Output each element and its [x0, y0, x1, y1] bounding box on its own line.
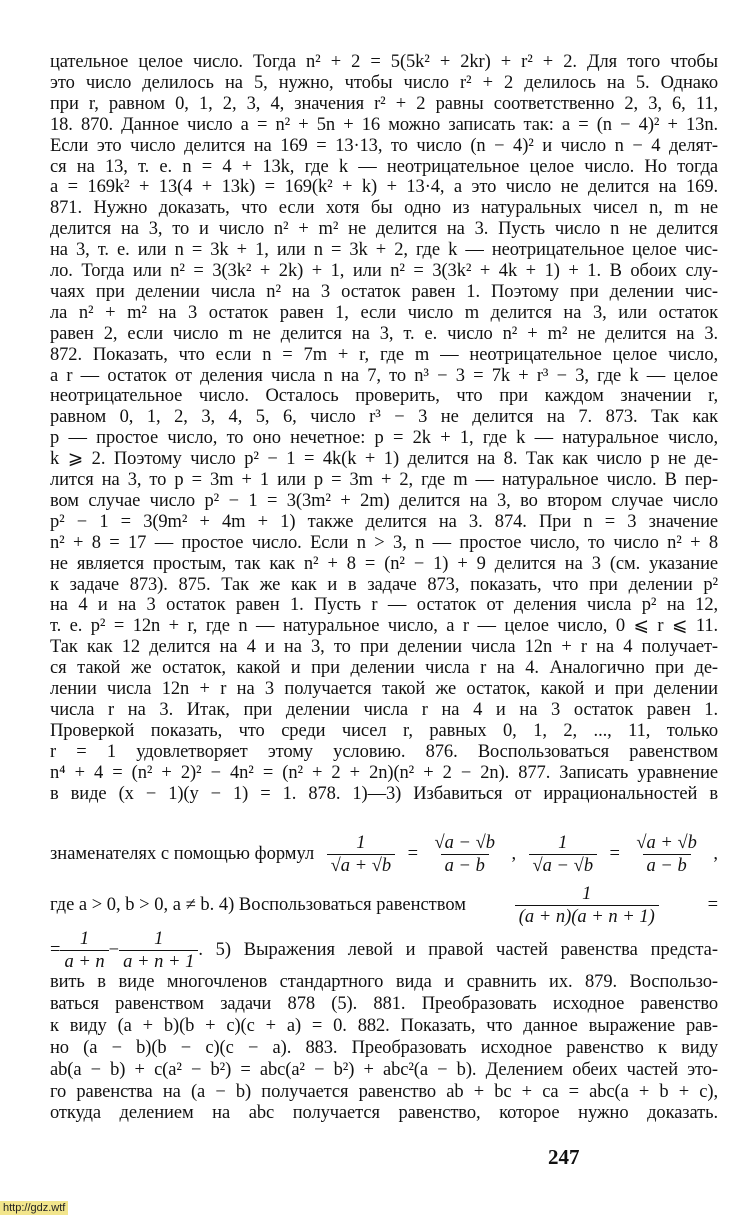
formula-line-2 [50, 883, 718, 928]
denominator: a − b [441, 854, 489, 877]
fraction [529, 832, 598, 877]
text-line: k ⩾ 2. Поэтому число p² − 1 = 4k(k + 1) делится на 8. Так как число p не де- [50, 449, 718, 470]
text-line: откуда делением на abc получается равенство, которое нужно доказать. [50, 1103, 718, 1124]
text-line: это число делилось на 5, нужно, чтобы число r² + 2 делилось на 5. Однако [50, 72, 718, 93]
text-line: го равенства на (a − b) получается равенство ab + bc + ca = abc(a + b + c), [50, 1081, 718, 1102]
text-line: p — простое число, то оно нечетное: p = 2k + 1, где k — натуральное число, [50, 428, 718, 449]
fraction [60, 928, 108, 973]
text-line: к задаче 873). 875. Так же как и в задаче 873, показать, что при делении p² [50, 574, 718, 595]
text-line: 871. Нужно доказать, что если хотя бы одно из натуральных чисел n, m не [50, 198, 718, 219]
page-number: 247 [548, 1145, 580, 1169]
numerator: 1 [558, 833, 568, 853]
text-line: делится на 3, то и число n² + m² не делится на 3. Пусть число n не делится [50, 219, 718, 240]
denominator: √a + √b [327, 854, 396, 877]
denominator: a + n [60, 950, 108, 973]
text-line: не является простым, так как n² + 8 = (n² − 1) + 9 делится на 3 (см. указание [50, 553, 718, 574]
text-line: при r, равном 0, 1, 2, 3, 4, значения r² + 2 равны соответственно 2, 3, 6, 11, [50, 93, 718, 114]
numerator: 1 [154, 929, 164, 949]
text-line: p² − 1 = 3(9m² + 4m + 1) также делится на 3. 874. При n = 3 значение [50, 511, 718, 532]
text-line: ло. Тогда или n² = 3(3k² + 2k) + 1, или n² = 3(3k² + 4k + 1) + 1. В обоих слу- [50, 261, 718, 281]
text-line: n⁴ + 4 = (n² + 2)² − 4n² = (n² + 2 + 2n)(n² + 2 − 2n). 877. Записать уравнение [50, 762, 718, 783]
text-line: лится на 3, то p = 3m + 1 или p = 3m + 2, где m — натуральное число. В пер- [50, 470, 718, 490]
text-line: Проверкой показать, что среди чисел r, равных 0, 1, 2, ..., 11, только [50, 720, 718, 741]
text-line: числа r на 3. Итак, при делении числа r на 4 и на 3 остаток равен 1. [50, 699, 718, 720]
denominator: √a − √b [529, 854, 598, 877]
fraction [119, 928, 198, 973]
text-line: ся на 13, т. е. n = 4 + 13k, где k — неотрицательное целое число. Но тогда [50, 156, 718, 177]
formula-text: где a > 0, b > 0, a ≠ b. 4) Воспользоваться равенством [50, 895, 466, 915]
text-line: r = 1 удовлетворяет этому условию. 876. Воспользоваться равенством [50, 741, 718, 762]
text-line: равном 0, 1, 2, 3, 4, 5, 6, число r³ − 3 не делится на 7. 873. Так как [50, 407, 718, 428]
formula-text: знаменателях с помощью формул [50, 844, 315, 864]
text-line: чаях при делении числа n² на 3 остаток равен 1. Поэтому при делении чис- [50, 281, 718, 302]
fraction [327, 832, 396, 877]
text-line: ла n² + m² на 3 остаток равен 1, если число m делится на 3, или остаток [50, 302, 718, 323]
numerator: 1 [582, 884, 592, 904]
equals-sign: = [707, 895, 718, 915]
text-line: a = 169k² + 13(4 + 13k) = 169(k² + k) + 13·4, а это число не делится на 169. [50, 177, 718, 198]
text-line: но (a − b)(b − c)(c − a). 883. Преобразовать исходное равенство к виду [50, 1037, 718, 1058]
comma: , [713, 844, 718, 864]
minus-sign: − [108, 940, 120, 960]
text-line: лении числа 12n + r на 3 получается такой же остаток, какой и при делении [50, 679, 718, 699]
text-line: на 3, т. е. или n = 3k + 1, или n = 3k + 2, где k — неотрицательное целое чис- [50, 240, 718, 261]
text-line: 18. 870. Данное число a = n² + 5n + 16 можно записать так: a = (n − 4)² + 13n. [50, 114, 718, 135]
fraction [515, 883, 659, 928]
text-line: а r — остаток от деления числа n на 7, то n³ − 3 = 7k + r³ − 3, где k — целое [50, 365, 718, 386]
text-line: 872. Показать, что если n = 7m + r, где m — неотрицательное целое число, [50, 344, 718, 365]
formula-line-1 [50, 832, 718, 877]
numerator: 1 [79, 929, 90, 949]
denominator: (a + n)(a + n + 1) [515, 905, 659, 928]
text-line: т. е. p² = 12n + r, где n — натуральное число, а r — целое число, 0 ⩽ r ⩽ 11. [50, 616, 718, 637]
equals-sign: = [50, 940, 61, 960]
text-line: вом случае число p² − 1 = 3(3m² + 2m) делится на 3, во втором случае число [50, 490, 718, 511]
text-line: неотрицательное число. Осталось проверить, что при каждом значении r, [50, 386, 718, 407]
text-line: ваться равенством задачи 878 (5). 881. Преобразовать исходное равенство [50, 993, 718, 1014]
text-line: n² + 8 = 17 — простое число. Если n > 3, n — простое число, то число n² + 8 [50, 532, 718, 553]
denominator: a + n + 1 [119, 950, 198, 973]
comma: , [511, 844, 517, 864]
denominator: a − b [643, 854, 691, 877]
numerator: √a + √b [636, 833, 697, 853]
text-line: ab(a − b) + c(a² − b²) = abc(a² − b²) + abc²(a − b). Делением обеих частей это- [50, 1059, 718, 1080]
formula-text: . 5) Выражения левой и правой частей равенства предста- [198, 940, 718, 960]
numerator: 1 [356, 833, 366, 853]
watermark-link[interactable]: http://gdz.wtf [0, 1201, 68, 1215]
equals-sign: = [407, 844, 419, 864]
text-line: на 4 и на 3 остаток равен 1. Пусть r — остаток от деления числа p² на 12, [50, 595, 718, 616]
text-line: Так как 12 делится на 4 и на 3, то при делении числа 12n + r на 4 получает- [50, 637, 718, 658]
text-line: равен 2, если число m не делится на 3, т. е. число n² + m² не делится на 3. [50, 323, 718, 344]
text-line: к виду (a + b)(b + c)(c + a) = 0. 882. Показать, что данное выражение рав- [50, 1015, 718, 1036]
fraction [430, 832, 499, 877]
text-line: ся такой же остаток, какой и при делении числа r на 4. Аналогично при де- [50, 658, 718, 679]
formula-line-3 [50, 928, 718, 973]
text-line: цательное целое число. Тогда n² + 2 = 5(5k² + 2kr) + r² + 2. Для того чтобы [50, 52, 718, 72]
equals-sign: = [609, 844, 620, 864]
text-line: вить в виде многочленов стандартного вида и сравнить их. 879. Воспользо- [50, 972, 718, 992]
numerator: √a − √b [434, 833, 496, 853]
text-line: Если это число делится на 169 = 13·13, то число (n − 4)² и число n − 4 делят- [50, 135, 718, 156]
text-line: в виде (x − 1)(y − 1) = 1. 878. 1)—3) Избавиться от иррациональностей в [50, 783, 718, 804]
fraction [632, 832, 701, 877]
